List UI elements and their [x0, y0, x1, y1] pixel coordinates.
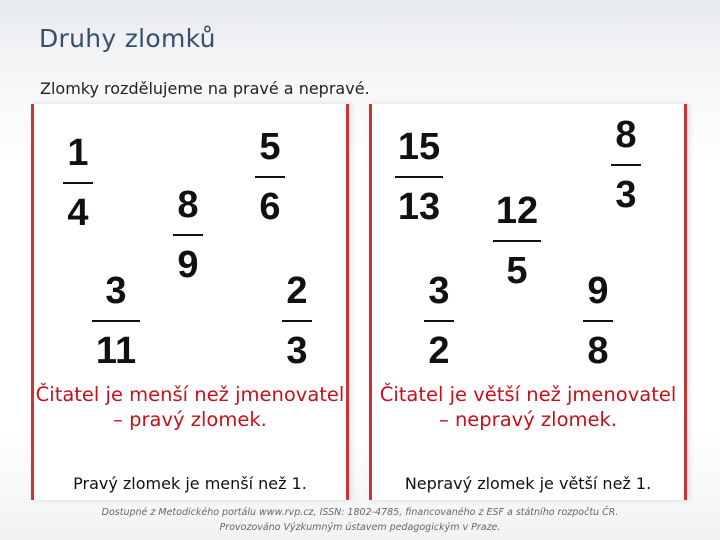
fraction-bar [395, 176, 443, 178]
fraction-numerator: 3 [105, 270, 127, 312]
fraction-denominator: 3 [615, 174, 637, 216]
fraction-denominator: 9 [177, 244, 199, 286]
fraction-15-13 [389, 126, 449, 228]
proper-fraction-definition: Čitatel je menší než jmenovatel – pravý zlomek. [35, 383, 345, 431]
fraction-3-2 [409, 270, 469, 372]
fraction-bar [583, 320, 613, 322]
improper-fractions-panel [369, 104, 687, 500]
fraction-bar [493, 240, 541, 242]
page-title: Druhy zlomků [39, 24, 216, 53]
fraction-numerator: 9 [587, 270, 609, 312]
footer-line-2: Provozováno Výzkumným ústavem pedagogickým v Praze. [219, 522, 501, 533]
fraction-bar [255, 176, 285, 178]
fraction-denominator: 4 [67, 192, 89, 234]
fraction-numerator: 15 [397, 126, 441, 168]
proper-fractions-panel [31, 104, 349, 500]
fraction-8-3 [596, 114, 656, 216]
fraction-12-5 [487, 190, 547, 292]
fraction-bar [611, 164, 641, 166]
fraction-3-11 [86, 270, 146, 372]
footer-line-1: Dostupné z Metodického portálu www.rvp.cz, ISSN: 1802-4785, financovaného z ESF a státního rozpočtu ČR. [101, 507, 619, 518]
fraction-denominator: 8 [587, 330, 609, 372]
fraction-8-9 [158, 184, 218, 286]
fraction-bar [92, 320, 140, 322]
fraction-denominator: 3 [286, 330, 308, 372]
fraction-bar [63, 182, 93, 184]
fraction-numerator: 5 [259, 126, 281, 168]
fraction-denominator: 6 [259, 186, 281, 228]
fraction-1-4 [48, 132, 108, 234]
fraction-bar [282, 320, 312, 322]
fraction-2-3 [267, 270, 327, 372]
fraction-numerator: 3 [428, 270, 450, 312]
improper-fraction-note: Nepravý zlomek je větší než 1. [404, 474, 652, 493]
fraction-bar [424, 320, 454, 322]
fraction-5-6 [240, 126, 300, 228]
fraction-denominator: 11 [95, 330, 137, 372]
fraction-numerator: 1 [67, 132, 89, 174]
fraction-denominator: 5 [506, 250, 528, 292]
footer-credits [0, 505, 720, 535]
fraction-numerator: 12 [495, 190, 539, 232]
fraction-9-8 [568, 270, 628, 372]
fraction-bar [173, 234, 203, 236]
fraction-numerator: 2 [286, 270, 308, 312]
fraction-denominator: 13 [397, 186, 441, 228]
proper-fraction-note: Pravý zlomek je menší než 1. [73, 474, 307, 493]
fraction-denominator: 2 [428, 330, 450, 372]
fraction-numerator: 8 [177, 184, 199, 226]
improper-fraction-definition: Čitatel je větší než jmenovatel – nepravý zlomek. [379, 383, 677, 431]
page-subtitle: Zlomky rozdělujeme na pravé a nepravé. [40, 79, 370, 98]
fraction-numerator: 8 [615, 114, 637, 156]
